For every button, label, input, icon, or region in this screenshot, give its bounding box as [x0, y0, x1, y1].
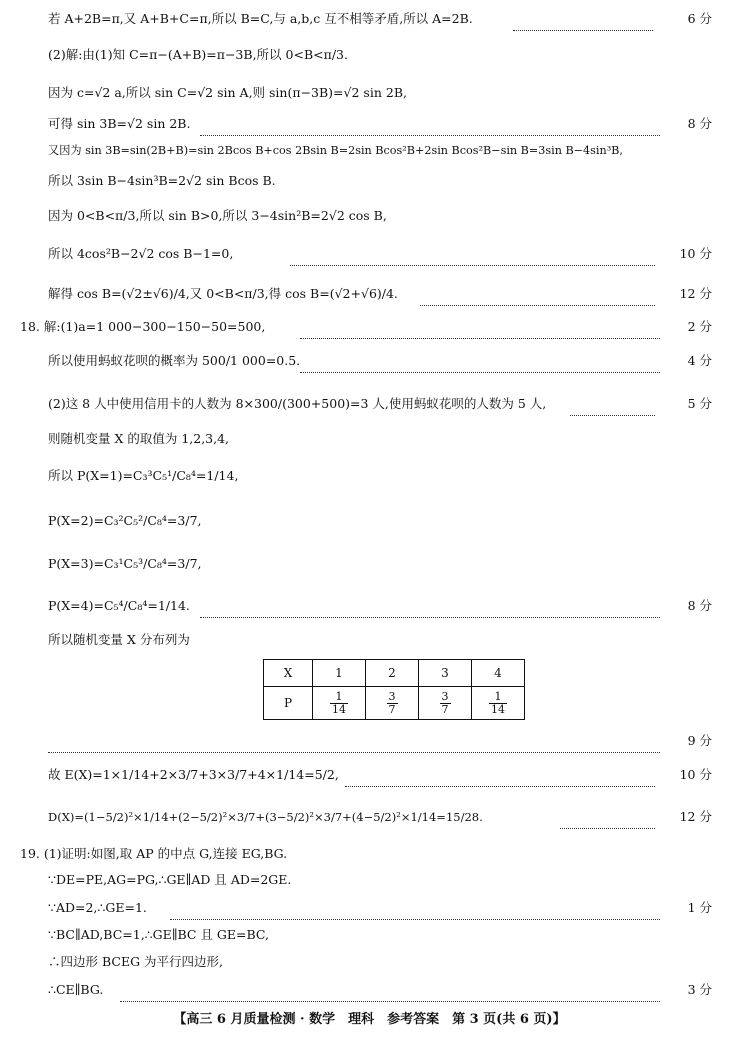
line-text: 所以 3sin B−4sin³B=2√2 sin Bcos B.: [48, 173, 276, 188]
answer-line: [0, 924, 739, 946]
answer-line: [0, 806, 739, 828]
answer-line: [0, 897, 739, 919]
distribution-table: [263, 659, 525, 720]
table-cell: X: [264, 660, 313, 687]
line-text: 故 E(X)=1×1/14+2×3/7+3×3/7+4×1/14=5/2,: [48, 767, 339, 782]
line-text: P(X=3)=C₃¹C₅³/C₈⁴=3/7,: [48, 556, 202, 571]
answer-line: [0, 393, 739, 415]
line-text: 则随机变量 X 的取值为 1,2,3,4,: [48, 431, 230, 446]
answer-line: [0, 82, 739, 104]
line-text: ∵DE=PE,AG=PG,∴GE∥AD 且 AD=2GE.: [48, 872, 292, 887]
line-text: 18. 解:(1)a=1 000−300−150−50=500,: [20, 319, 266, 334]
score-mark: 6 分: [687, 11, 712, 26]
score-mark: 2 分: [687, 319, 712, 334]
score-mark: 10 分: [679, 767, 712, 782]
line-text: ∵BC∥AD,BC=1,∴GE∥BC 且 GE=BC,: [48, 927, 270, 942]
line-text: 因为 0<B<π/3,所以 sin B>0,所以 3−4sin²B=2√2 cos B,: [48, 208, 387, 223]
table-cell: [472, 687, 525, 720]
table-cell: 1: [313, 660, 366, 687]
answer-line: [0, 510, 739, 532]
line-text: P(X=4)=C₅⁴/C₈⁴=1/14.: [48, 598, 190, 613]
frac-den: 14: [332, 702, 346, 716]
answer-line: [0, 205, 739, 227]
answer-line: [0, 140, 739, 162]
answer-line: [0, 350, 739, 372]
line-text: 所以使用蚂蚁花呗的概率为 500/1 000=0.5.: [48, 353, 301, 368]
answer-line: [0, 283, 739, 305]
line-text: 19. (1)证明:如图,取 AP 的中点 G,连接 EG,BG.: [20, 846, 288, 861]
table-cell: [366, 687, 419, 720]
line-text: ∴CE∥BG.: [48, 982, 104, 997]
table-cell: 4: [472, 660, 525, 687]
answer-line: [0, 465, 739, 487]
answer-line: [0, 869, 739, 891]
answer-line: [0, 243, 739, 265]
answer-line: [0, 764, 739, 786]
answer-line: [0, 44, 739, 66]
answer-line: [0, 553, 739, 575]
line-text: (2)解:由(1)知 C=π−(A+B)=π−3B,所以 0<B<π/3.: [48, 47, 348, 62]
score-mark: 8 分: [687, 116, 712, 131]
frac-num: 1: [330, 691, 348, 704]
answer-line: [0, 629, 739, 651]
frac-num: 3: [441, 689, 449, 703]
answer-line: [0, 595, 739, 617]
frac-num: 3: [388, 689, 396, 703]
answer-line: [0, 8, 739, 30]
answer-line: [0, 316, 739, 338]
line-text: 可得 sin 3B=√2 sin 2B.: [48, 116, 191, 131]
frac-den: 7: [441, 702, 449, 716]
table-cell: 2: [366, 660, 419, 687]
score-mark: 1 分: [687, 900, 712, 915]
table-cell: [313, 687, 366, 720]
line-text: D(X)=(1−5/2)²×1/14+(2−5/2)²×3/7+(3−5/2)²×3/7+(4−5/2)²×1/14=15/28.: [48, 810, 483, 824]
answer-line: [0, 979, 739, 1001]
score-mark: 3 分: [687, 982, 712, 997]
score-mark: 9 分: [687, 733, 712, 748]
score-mark: 12 分: [679, 286, 712, 301]
line-text: ∴四边形 BCEG 为平行四边形,: [48, 954, 224, 969]
line-text: (2)这 8 人中使用信用卡的人数为 8×300/(300+500)=3 人,使用蚂蚁花呗的人数为 5 人,: [48, 396, 547, 411]
line-text: 若 A+2B=π,又 A+B+C=π,所以 B=C,与 a,b,c 互不相等矛盾,所以 A=2B.: [48, 11, 473, 26]
line-text: 所以 4cos²B−2√2 cos B−1=0,: [48, 246, 234, 261]
answer-line: [0, 428, 739, 450]
line-text: 因为 c=√2 a,所以 sin C=√2 sin A,则 sin(π−3B)=√2 sin 2B,: [48, 85, 407, 100]
score-mark: 5 分: [687, 396, 712, 411]
answer-line: [0, 170, 739, 192]
frac-den: 7: [388, 702, 396, 716]
answer-line: [0, 113, 739, 135]
table-cell: P: [264, 687, 313, 720]
score-mark: 8 分: [687, 598, 712, 613]
line-text: ∵AD=2,∴GE=1.: [48, 900, 147, 915]
line-text: 所以 P(X=1)=C₃³C₅¹/C₈⁴=1/14,: [48, 468, 239, 483]
score-mark: 4 分: [687, 353, 712, 368]
table-row: [264, 687, 525, 720]
table-cell: 3: [419, 660, 472, 687]
line-text: 又因为 sin 3B=sin(2B+B)=sin 2Bcos B+cos 2Bsin B=2sin Bcos²B+2sin Bcos²B−sin B=3sin B−4sin³B,: [48, 144, 623, 157]
page-footer: 【高三 6 月质量检测 · 数学 理科 参考答案 第 3 页(共 6 页)】: [173, 1012, 566, 1027]
score-mark: 10 分: [679, 246, 712, 261]
table-cell: [419, 687, 472, 720]
table-header-row: [264, 660, 525, 687]
answer-line: [0, 843, 739, 865]
line-text: P(X=2)=C₃²C₅²/C₈⁴=3/7,: [48, 513, 202, 528]
frac-num: 1: [489, 691, 507, 704]
line-text: 解得 cos B=(√2±√6)/4,又 0<B<π/3,得 cos B=(√2+√6)/4.: [48, 286, 398, 301]
answer-line: [0, 730, 739, 752]
answer-line: [0, 951, 739, 973]
frac-den: 14: [491, 702, 505, 716]
line-text: 所以随机变量 X 分布列为: [48, 632, 190, 647]
score-mark: 12 分: [679, 809, 712, 824]
